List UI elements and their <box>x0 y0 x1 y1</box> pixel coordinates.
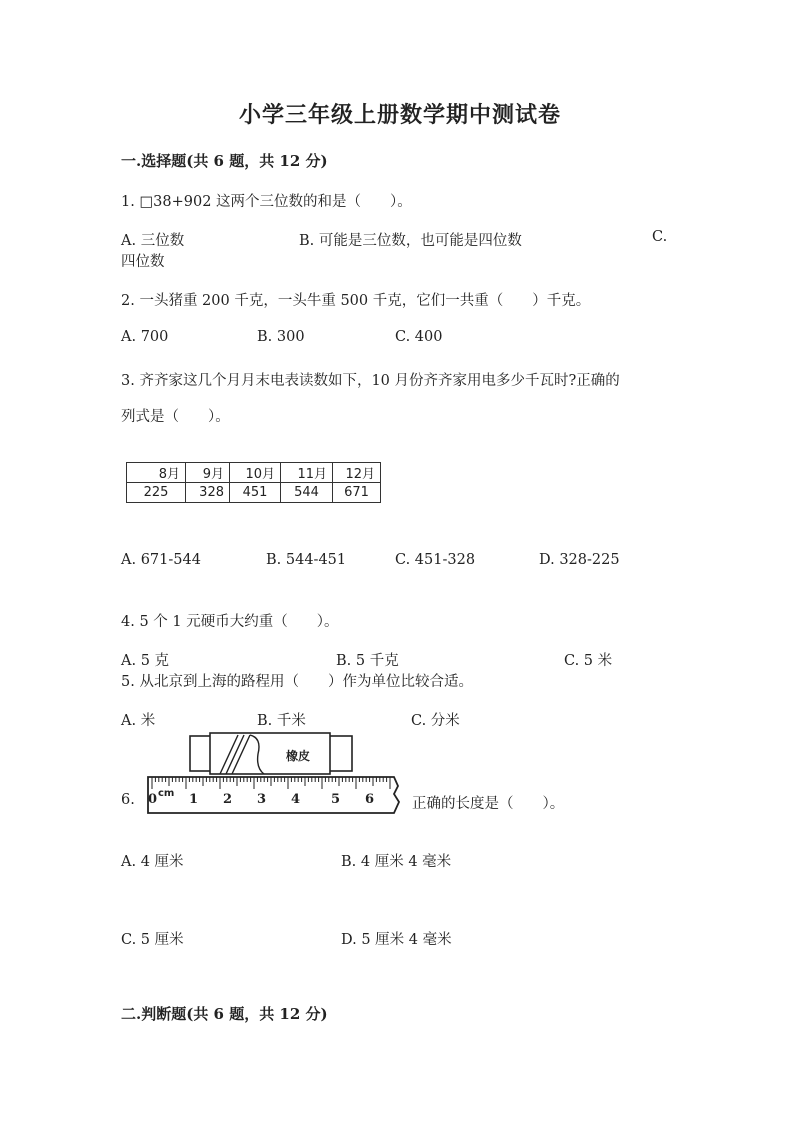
question-4-option-c: C. 5 米 <box>564 653 613 669</box>
section-heading-choice: 一.选择题(共 6 题，共 12 分) <box>121 152 328 170</box>
question-1-option-b: B. 可能是三位数，也可能是四位数 <box>299 233 522 249</box>
ruler-unit: cm <box>158 788 175 799</box>
page-title: 小学三年级上册数学期中测试卷 <box>238 102 561 128</box>
question-2-option-c: C. 400 <box>395 329 443 345</box>
question-5-option-a: A. 米 <box>121 713 156 729</box>
table-cell: 12月 <box>333 463 381 483</box>
question-3-option-d: D. 328-225 <box>539 552 620 568</box>
table-cell: 9月 <box>186 463 230 483</box>
ruler-number-1: 1 <box>189 792 199 807</box>
eraser-illustration <box>190 733 352 774</box>
table-cell: 11月 <box>281 463 333 483</box>
table-cell: 8月 <box>127 463 186 483</box>
ruler-illustration <box>148 777 399 813</box>
table-cell: 451 <box>230 483 281 503</box>
question-4-text: 4. 5 个 1 元硬币大约重（ ）。 <box>121 614 339 630</box>
question-2-option-a: A. 700 <box>121 329 169 345</box>
table-row <box>127 483 381 503</box>
table-row <box>127 463 381 483</box>
question-4-option-a: A. 5 克 <box>121 653 170 669</box>
meter-reading-table <box>126 462 381 503</box>
ruler-number-0: 0 <box>148 792 158 807</box>
question-3-option-c: C. 451-328 <box>395 552 476 568</box>
question-2-option-b: B. 300 <box>257 329 305 345</box>
question-4-option-b: B. 5 千克 <box>336 653 399 669</box>
question-5-option-b: B. 千米 <box>257 713 306 729</box>
question-5-text: 5. 从北京到上海的路程用（ ）作为单位比较合适。 <box>121 674 473 690</box>
question-1-text: 1. □38+902 这两个三位数的和是（ ）。 <box>121 194 412 210</box>
ruler-number-6: 6 <box>365 792 375 807</box>
section-heading-judgement: 二.判断题(共 6 题，共 12 分) <box>121 1005 328 1023</box>
question-1-option-c: C. <box>652 229 668 245</box>
question-3-option-b: B. 544-451 <box>266 552 347 568</box>
question-6-number: 6. <box>121 792 135 808</box>
table-cell: 225 <box>127 483 186 503</box>
table-cell: 10月 <box>230 463 281 483</box>
question-2-text: 2. 一头猪重 200 千克，一头牛重 500 千克，它们一共重（ ）千克。 <box>121 293 591 309</box>
table-cell: 544 <box>281 483 333 503</box>
question-6-text: 正确的长度是（ ）。 <box>412 796 565 812</box>
table-cell: 328 <box>186 483 230 503</box>
ruler-number-3: 3 <box>257 792 267 807</box>
ruler-number-4: 4 <box>291 792 301 807</box>
question-3-option-a: A. 671-544 <box>121 552 201 568</box>
question-5-option-c: C. 分米 <box>411 713 460 729</box>
ruler-number-2: 2 <box>223 792 233 807</box>
question-6-option-b: B. 4 厘米 4 毫米 <box>341 854 452 870</box>
eraser-label: 橡皮 <box>286 749 311 763</box>
table-cell: 671 <box>333 483 381 503</box>
question-3-text-line1: 3. 齐齐家这几个月月末电表读数如下，10 月份齐齐家用电多少千瓦时?正确的 <box>121 373 620 389</box>
question-1-option-a: A. 三位数 <box>121 233 185 249</box>
question-6-option-c: C. 5 厘米 <box>121 932 184 948</box>
ruler-number-5: 5 <box>331 792 341 807</box>
ruler-eraser-figure <box>146 730 410 818</box>
question-6-option-d: D. 5 厘米 4 毫米 <box>341 932 452 948</box>
question-6-option-a: A. 4 厘米 <box>121 854 184 870</box>
question-3-text-line2: 列式是（ ）。 <box>121 409 230 425</box>
question-1-option-c-text: 四位数 <box>121 254 165 270</box>
